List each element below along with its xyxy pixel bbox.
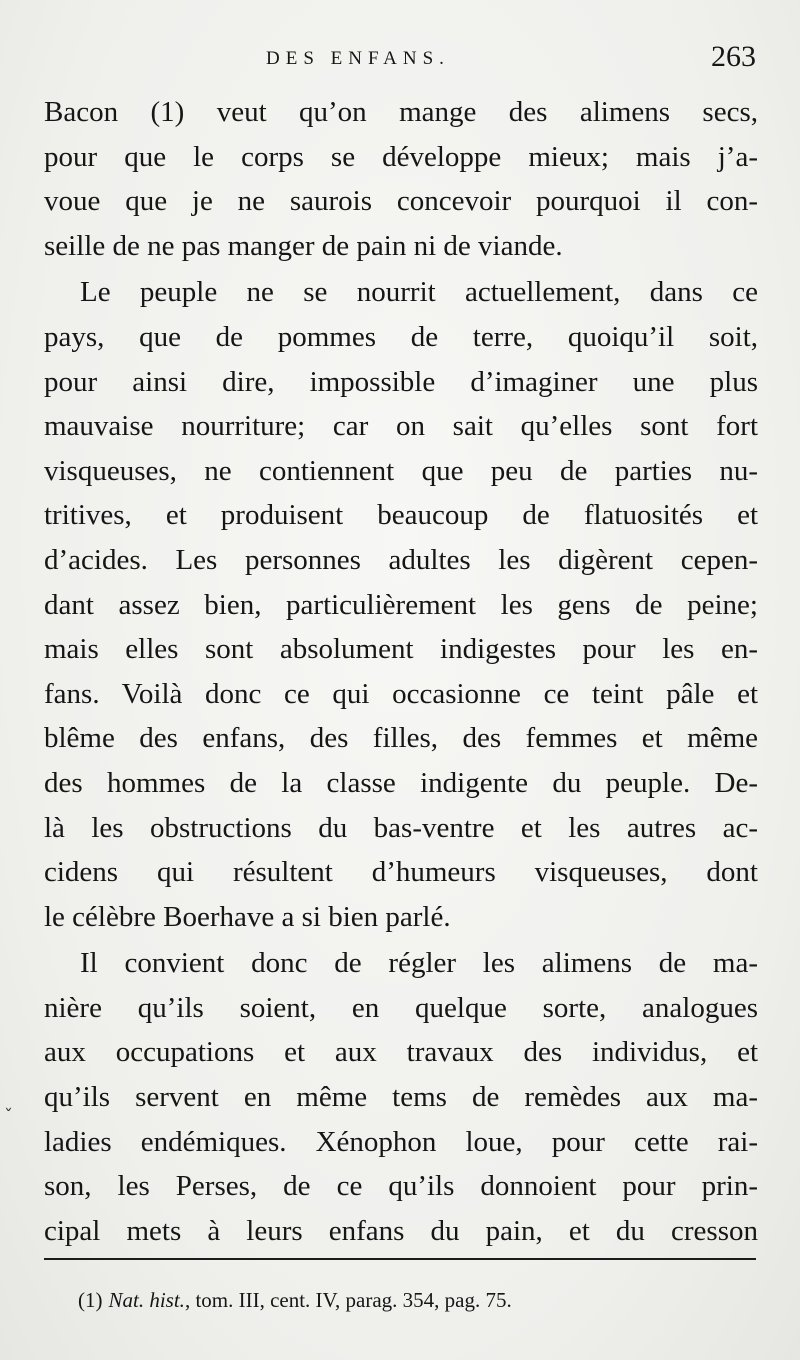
text-line: pour ainsi dire, impossible d’imaginer une plus [44, 365, 758, 398]
text-line: aux occupations et aux travaux des individus, et [44, 1036, 758, 1069]
text-line: Il convient donc de régler les alimens de ma- [80, 947, 758, 980]
text-line: dant assez bien, particulièrement les gens de peine; [44, 588, 758, 621]
page-header [44, 42, 758, 82]
margin-mark-icon: ˇ [4, 1106, 13, 1127]
text-line: ladies endémiques. Xénophon loue, pour cette rai- [44, 1125, 758, 1158]
text-line: cidens qui résultent d’humeurs visqueuses, dont [44, 856, 758, 889]
text-line: voue que je ne saurois concevoir pourquoi il con- [44, 185, 758, 218]
text-line: le célèbre Boerhave a si bien parlé. [44, 900, 451, 933]
text-line: mauvaise nourriture; car on sait qu’elles sont fort [44, 410, 758, 443]
footnote-rule [44, 1258, 756, 1260]
text-line: fans. Voilà donc ce qui occasionne ce teint pâle et [44, 677, 758, 710]
text-line: cipal mets à leurs enfans du pain, et du cresson [44, 1214, 758, 1247]
text-line: blême des enfans, des filles, des femmes et même [44, 722, 758, 755]
footnote [78, 1288, 512, 1313]
text-line: visqueuses, ne contiennent que peu de parties nu- [44, 454, 758, 487]
text-line: Le peuple ne se nourrit actuellement, dans ce [80, 276, 758, 309]
footnote-marker: (1) [78, 1288, 103, 1312]
text-line: pour que le corps se développe mieux; mais j’a- [44, 140, 758, 173]
page-number: 263 [711, 40, 756, 73]
text-line: Bacon (1) veut qu’on mange des alimens secs, [44, 96, 758, 128]
text-line: pays, que de pommes de terre, quoiqu’il soit, [44, 320, 758, 353]
text-line: d’acides. Les personnes adultes les digèrent cepen- [44, 543, 758, 576]
text-line: son, les Perses, de ce qu’ils donnoient pour prin- [44, 1170, 758, 1203]
footnote-reference: , tom. III, cent. IV, parag. 354, pag. 75. [184, 1288, 512, 1312]
body-text [44, 90, 758, 1253]
text-line: tritives, et produisent beaucoup de flatuosités et [44, 499, 758, 532]
text-line: seille de ne pas manger de pain ni de viande. [44, 229, 563, 262]
text-line: qu’ils servent en même tems de remèdes aux ma- [44, 1081, 758, 1114]
text-line: nière qu’ils soient, en quelque sorte, analogues [44, 991, 758, 1024]
running-title: DES ENFANS. [266, 48, 450, 69]
text-line: mais elles sont absolument indigestes pour les en- [44, 633, 758, 666]
text-line: là les obstructions du bas-ventre et les autres ac- [44, 811, 758, 844]
text-line: des hommes de la classe indigente du peuple. De- [44, 766, 758, 799]
footnote-work-title: Nat. hist. [108, 1288, 185, 1312]
